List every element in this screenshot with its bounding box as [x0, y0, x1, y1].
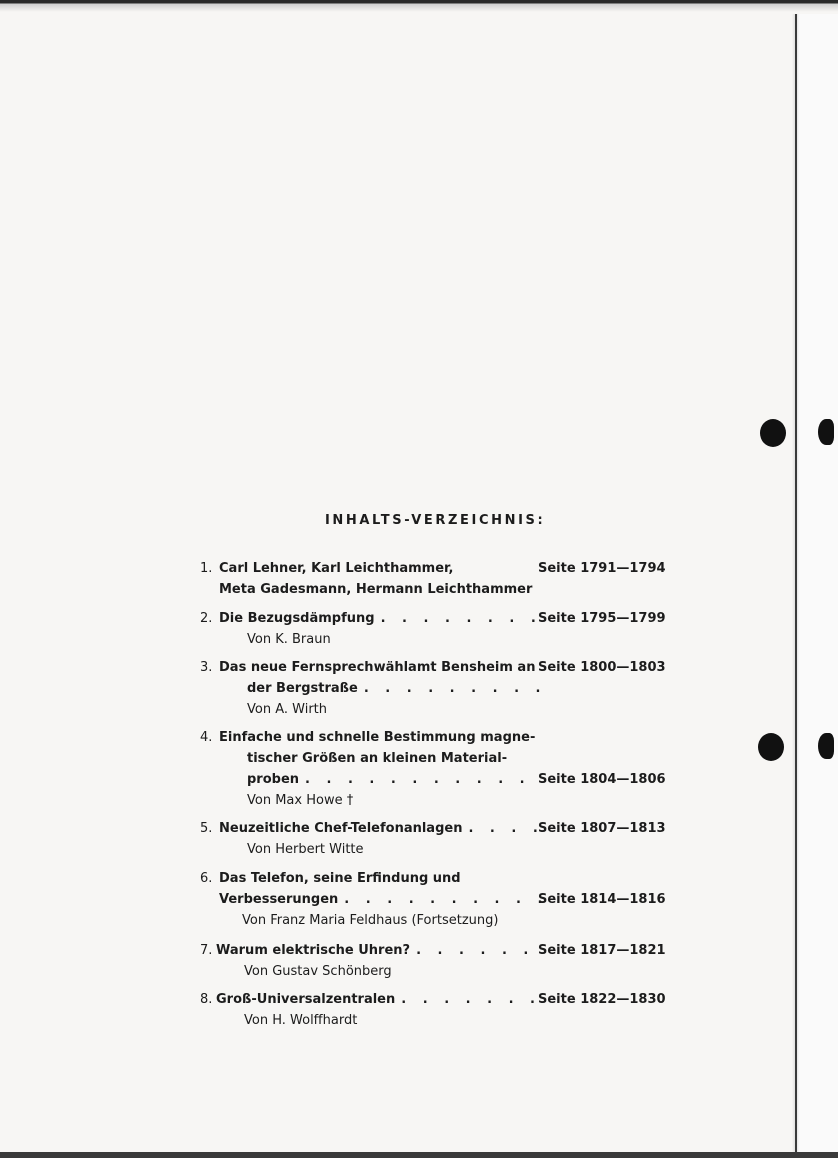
toc-entry [200, 940, 666, 982]
entry-title: Groß-Universalzentralen [216, 992, 396, 1007]
punch-hole [818, 419, 834, 445]
entry-title: Einfache und schnelle Bestimmung magne- [219, 730, 536, 745]
leader-dots: . . . . . . . . . . [344, 892, 549, 907]
entry-pages: Seite 1804—1806 [538, 772, 666, 787]
entry-number: 6. [200, 871, 213, 886]
entry-pages: Seite 1791—1794 [538, 561, 666, 576]
entry-title: Das Telefon, seine Erfindung und [219, 871, 461, 886]
page-edge-line [795, 14, 797, 1158]
entry-author: Von H. Wolffhardt [244, 1013, 358, 1028]
entry-title: Die Bezugsdämpfung [219, 611, 375, 626]
entry-pages: Seite 1822—1830 [538, 992, 666, 1007]
entry-number: 8. [200, 992, 213, 1007]
entry-title: der Bergstraße [247, 681, 358, 696]
toc-entry [200, 608, 666, 650]
leader-dots: . . . . . . . . . [363, 681, 547, 696]
entry-pages: Seite 1800—1803 [538, 660, 666, 675]
entry-author: Von Gustav Schönberg [244, 964, 392, 979]
entry-number: 2. [200, 611, 213, 626]
entry-title: Verbesserungen [219, 892, 339, 907]
entry-pages: Seite 1795—1799 [538, 611, 666, 626]
leader-dots: . . . . . . [416, 943, 535, 958]
entry-number: 1. [200, 561, 213, 576]
entry-title: tischer Größen an kleinen Material- [247, 751, 508, 766]
entry-pages: Seite 1814—1816 [538, 892, 666, 907]
entry-pages: Seite 1817—1821 [538, 943, 666, 958]
entry-pages: Seite 1807—1813 [538, 821, 666, 836]
leader-dots: . . . . [468, 821, 544, 836]
toc-entry [200, 989, 666, 1031]
entry-number: 4. [200, 730, 213, 745]
entry-title: Das neue Fernsprechwählamt Bensheim an [219, 660, 536, 675]
entry-title: Warum elektrische Uhren? [216, 943, 411, 958]
entry-author: Von A. Wirth [247, 702, 327, 717]
scan-edge-bottom [0, 1152, 838, 1158]
scan-edge-top [0, 0, 838, 12]
toc-entry [200, 727, 666, 811]
entry-title: Carl Lehner, Karl Leichthammer, [219, 561, 454, 576]
leader-dots: . . . . . . . . . . . [305, 772, 531, 787]
entry-number: 5. [200, 821, 213, 836]
entry-author: Von Max Howe † [247, 793, 354, 808]
toc-entry [200, 818, 666, 860]
leader-dots: . . . . . . . [401, 992, 541, 1007]
toc-entry [200, 558, 666, 600]
entry-number: 3. [200, 660, 213, 675]
punch-hole [760, 419, 786, 447]
entry-author: Von Herbert Witte [247, 842, 364, 857]
entry-title: Neuzeitliche Chef-Telefonanlagen [219, 821, 463, 836]
toc-entry [200, 657, 666, 720]
punch-hole [818, 733, 834, 759]
scan-edge-right [792, 14, 838, 1158]
punch-hole [758, 733, 784, 761]
toc-heading: INHALTS-VERZEICHNIS: [325, 513, 546, 528]
entry-author: Von K. Braun [247, 632, 331, 647]
entry-number: 7. [200, 943, 213, 958]
toc-entry [200, 868, 666, 931]
leader-dots: . . . . . . . . [380, 611, 542, 626]
entry-title: Meta Gadesmann, Hermann Leichthammer [219, 582, 533, 597]
entry-author: Von Franz Maria Feldhaus (Fortsetzung) [242, 913, 499, 928]
entry-title: proben [247, 772, 300, 787]
